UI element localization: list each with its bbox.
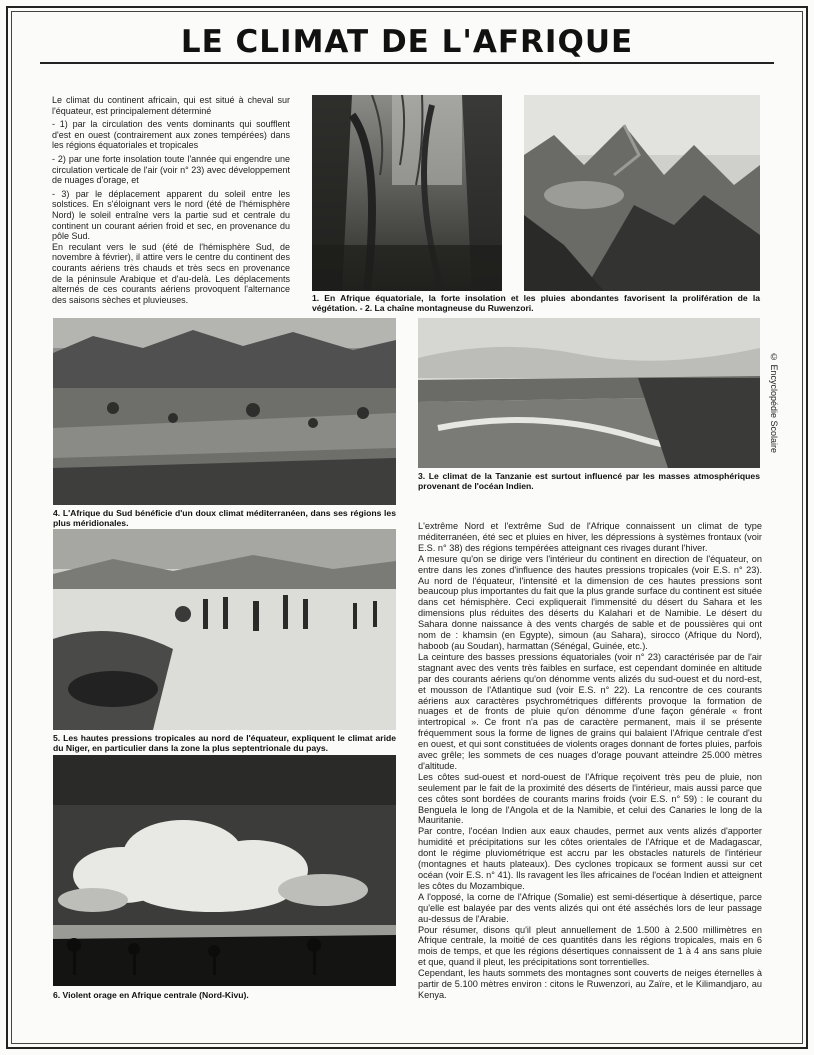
intro-paragraph: - 3) par le déplacement apparent du soleil entre les solstices. En s'éloignant vers le nord (été de l'hémisphère Nord) le soleil entraîne vers la partie sud et centrale du continent un courant aérien froid et sec, en provenance du pôle Sud. [52,188,290,242]
intro-paragraph: En reculant vers le sud (été de l'hémisphère Sud, de novembre à février), il attire vers le centre du continent des courants aériens très chauds et très secs en provenance de la péninsule Arabique et d'au-delà. Les déplacements alternés de ces courants aériens provoquent l'alternance des saisons sèches et pluvieuses. [52,241,290,305]
photo-3-tanzania [418,318,760,468]
photo-5-niger [53,529,396,730]
copyright-credit: © Encyclopédie Scolaire [769,352,779,454]
body-paragraph: A mesure qu'on se dirige vers l'intérieur du continent en direction de l'équateur, on entre dans les zones d'influence des hautes pressions tropicales (voir E.S. n° 23). Au nord de l'équateur, l'intensité et la dimension de ces hautes pressions sont beaucoup plus importantes du fait que la plus grande surface du continent est située dans cet hémisphère. Ceci expliquerait l'immensité du désert du Sahara et les dimensions plus réduites des déserts du Kalahari et de Namibie. Le désert du Sahara donne naissance à des vents chargés de sable et de poussières qui ont nom de : khamsin (en Egypte), simoun (au Sahara), sirocco (Afrique du Nord), haboob (au Soudan), harmattan (Sénégal, Guinée, etc.). [418,553,762,651]
body-paragraph: Pour résumer, disons qu'il pleut annuellement de 1.500 à 2.500 millimètres en Afrique centrale, la moitié de ces quantités dans les régions tropicales, mais en 6 mois de temps, et que les régions désertiques connaissent de 1 à 4 ans sans pluie et que, quand il pleut, les précipitations sont torrentielles. [418,924,762,968]
photo-1-equatorial-forest [312,95,502,291]
body-paragraph: Les côtes sud-ouest et nord-ouest de l'Afrique reçoivent très peu de pluie, non seulement par le fait de la proximité des déserts de l'intérieur, mais aussi parce que ces côtes sont bordées de courants marins froids (voir E.S. n° 59) : le courant du Benguela le long de l'Angola et de la Namibie, et celui des Canaries le long de la Mauritanie. [418,771,762,826]
photo-2-ruwenzori [524,95,760,291]
caption-photo-3: 3. Le climat de la Tanzanie est surtout influencé par les masses atmosphériques provenant de l'océan Indien. [418,471,760,492]
intro-paragraph: - 1) par la circulation des vents dominants qui soufflent d'est en ouest (contrairement aux zones tempérées) dans les régions équatoriales et tropicales [52,119,290,151]
body-paragraph: Par contre, l'océan Indien aux eaux chaudes, permet aux vents alizés d'apporter humidité et précipitations sur les côtes orientales de l'Afrique et de Madagascar, dont le régime pluviométrique est accru par les obstacles naturels de l'intérieur (montagnes et hauts plateaux). Des cyclones tropicaux se forment aussi sur cet océan (voir E.S. n° 41). Ils ravagent les îles africaines de l'océan Indien et atteignent les côtes du Mozambique. [418,826,762,891]
body-text [418,521,762,1001]
intro-text [52,95,290,305]
caption-photo-1-2: 1. En Afrique équatoriale, la forte insolation et les pluies abondantes favorisent la prolifération de la végétation. - 2. La chaîne montagneuse du Ruwenzori. [312,293,760,314]
caption-photo-5: 5. Les hautes pressions tropicales au nord de l'équateur, expliquent le climat aride du Niger, en particulier dans la zone la plus septentrionale du pays. [53,733,396,754]
body-paragraph: Cependant, les hauts sommets des montagnes sont couverts de neiges éternelles à partir de 5.100 mètres environ : citons le Ruwenzori, au Zaïre, et le Kilimandjaro, au Kenya. [418,968,762,1000]
body-paragraph: A l'opposé, la corne de l'Afrique (Somalie) est semi-désertique à désertique, parce qu'elle est balayée par des vents alizés qui ont été asséchés lors de leur passage au-dessus de l'Arabie. [418,891,762,924]
page-title: LE CLIMAT DE L'AFRIQUE [180,24,634,60]
caption-photo-4: 4. L'Afrique du Sud bénéficie d'un doux climat méditerranéen, dans ses régions les plus méridionales. [53,508,396,529]
photo-4-south-africa [53,318,396,505]
title-rule [40,62,774,64]
caption-photo-6: 6. Violent orage en Afrique centrale (Nord-Kivu). [53,990,249,1000]
photo-6-storm [53,755,396,986]
body-paragraph: La ceinture des basses pressions équatoriales (voir n° 23) caractérisée par de l'air stagnant avec des vents très faibles en surface, est cependant dominée en altitude par des courants aériens qu'on dénomme vents alizés du sud-ouest et du nord-est, et mousson de l'Atlantique sud (voir E.S. n° 22). La rencontre de ces courants aériens aux caractères psychrométriques différents provoque la formation de nuages et de fronts de pluie qu'on dénomme d'une façon générale « front intertropical ». Ce front n'a pas de caractère permanent, mais il se présente fréquemment sous la forme de lignes de grains qui balaient l'Afrique centrale d'est en ouest, et qui sont constituées de violents orages donnant de fortes pluies, parfois avec grêle; les sommets de ces nuages d'orage pouvant atteindre 25.000 mètres d'altitude. [418,651,762,771]
body-paragraph: L'extrême Nord et l'extrême Sud de l'Afrique connaissent un climat de type méditerranéen, été sec et pluies en hiver, les dépressions à systèmes frontaux (voir E.S. n° 38) des régions tempérées atteignant ces rivages durant l'hiver. [418,521,762,553]
intro-paragraph: Le climat du continent africain, qui est situé à cheval sur l'équateur, est principalement déterminé [52,95,290,116]
intro-paragraph: - 2) par une forte insolation toute l'année qui engendre une circulation verticale de l'air (voir n° 23) avec développement de nuages d'orage, et [52,153,290,186]
